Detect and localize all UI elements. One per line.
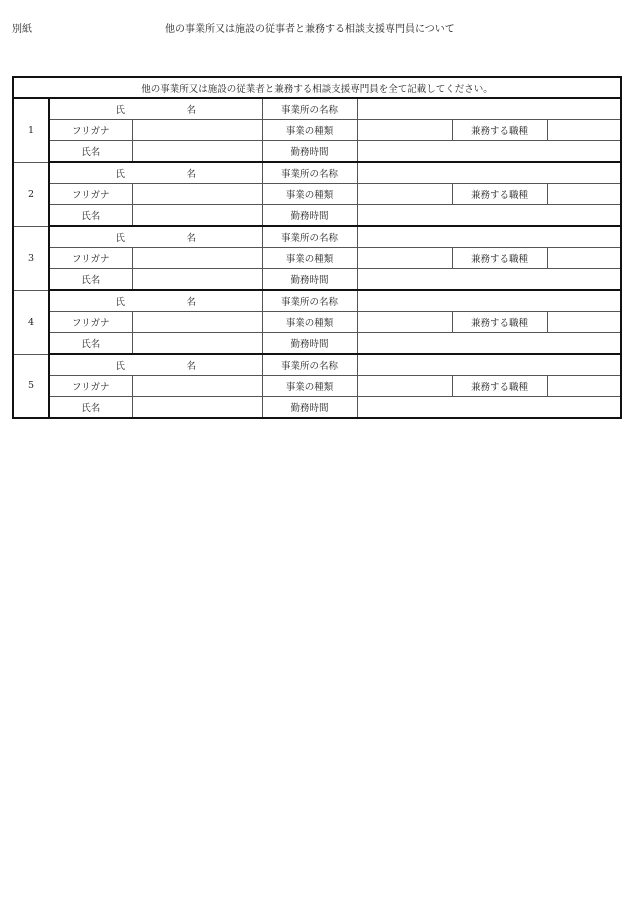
work-hours-field[interactable] [357,205,621,227]
concurrent-job-field[interactable] [547,184,621,205]
work-hours-field[interactable] [357,269,621,291]
concurrent-job-label: 兼務する職種 [452,248,547,269]
name-label: 氏名 [49,205,132,227]
business-type-label: 事業の種類 [262,312,357,333]
name-heading: 氏 名 [49,162,262,184]
business-type-label: 事業の種類 [262,376,357,397]
office-name-field[interactable] [357,162,621,184]
entry-number: 1 [13,98,49,162]
page-title: 他の事業所又は施設の従事者と兼務する相談支援専門員について [165,24,455,35]
furigana-field[interactable] [132,120,262,141]
furigana-label: フリガナ [49,248,132,269]
entry-number: 5 [13,354,49,418]
concurrent-job-field[interactable] [547,312,621,333]
name-heading: 氏 名 [49,290,262,312]
work-hours-field[interactable] [357,141,621,163]
work-hours-field[interactable] [357,397,621,419]
work-hours-label: 勤務時間 [262,397,357,419]
business-type-label: 事業の種類 [262,120,357,141]
office-name-field[interactable] [357,226,621,248]
furigana-field[interactable] [132,184,262,205]
table-header: 他の事業所又は施設の従業者と兼務する相談支援専門員を全て記載してください。 [13,77,621,98]
name-heading: 氏 名 [49,226,262,248]
office-name-label: 事業所の名称 [262,354,357,376]
furigana-label: フリガナ [49,376,132,397]
concurrent-job-field[interactable] [547,120,621,141]
concurrent-job-label: 兼務する職種 [452,184,547,205]
business-type-field[interactable] [357,376,452,397]
name-field[interactable] [132,269,262,291]
furigana-label: フリガナ [49,312,132,333]
office-name-label: 事業所の名称 [262,290,357,312]
attachment-label: 別紙 [12,24,32,35]
office-name-label: 事業所の名称 [262,98,357,120]
name-label: 氏名 [49,269,132,291]
name-field[interactable] [132,141,262,163]
work-hours-label: 勤務時間 [262,141,357,163]
concurrent-job-label: 兼務する職種 [452,312,547,333]
business-type-label: 事業の種類 [262,248,357,269]
work-hours-field[interactable] [357,333,621,355]
name-label: 氏名 [49,397,132,419]
concurrent-job-label: 兼務する職種 [452,120,547,141]
office-name-field[interactable] [357,290,621,312]
work-hours-label: 勤務時間 [262,269,357,291]
entry-number: 2 [13,162,49,226]
office-name-field[interactable] [357,354,621,376]
concurrent-job-field[interactable] [547,248,621,269]
furigana-field[interactable] [132,376,262,397]
work-hours-label: 勤務時間 [262,333,357,355]
name-label: 氏名 [49,141,132,163]
furigana-label: フリガナ [49,184,132,205]
business-type-field[interactable] [357,184,452,205]
concurrent-job-label: 兼務する職種 [452,376,547,397]
concurrent-job-field[interactable] [547,376,621,397]
furigana-label: フリガナ [49,120,132,141]
name-heading: 氏 名 [49,98,262,120]
name-field[interactable] [132,397,262,419]
name-field[interactable] [132,333,262,355]
staff-form-table [12,76,622,419]
office-name-label: 事業所の名称 [262,226,357,248]
name-heading: 氏 名 [49,354,262,376]
name-label: 氏名 [49,333,132,355]
furigana-field[interactable] [132,248,262,269]
entry-number: 3 [13,226,49,290]
furigana-field[interactable] [132,312,262,333]
business-type-field[interactable] [357,120,452,141]
office-name-label: 事業所の名称 [262,162,357,184]
name-field[interactable] [132,205,262,227]
business-type-label: 事業の種類 [262,184,357,205]
office-name-field[interactable] [357,98,621,120]
work-hours-label: 勤務時間 [262,205,357,227]
business-type-field[interactable] [357,312,452,333]
business-type-field[interactable] [357,248,452,269]
entry-number: 4 [13,290,49,354]
